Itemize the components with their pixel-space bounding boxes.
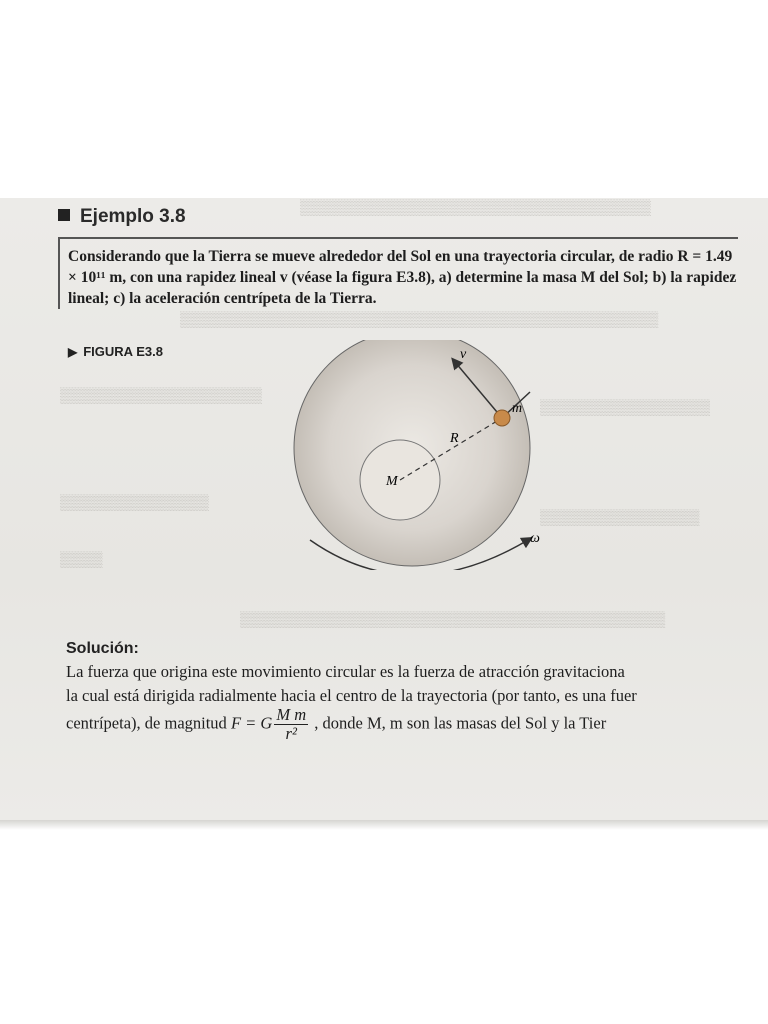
example-heading — [58, 206, 186, 228]
formula-denominator: r² — [285, 724, 297, 743]
planet-mass-label: m — [512, 401, 523, 416]
solution-text — [66, 660, 766, 708]
figure-label — [68, 344, 163, 359]
bleed-through-text: ▒▒▒▒▒▒▒▒▒▒▒▒▒▒ — [60, 495, 209, 511]
bleed-through-text: ▒▒▒▒ — [60, 552, 103, 568]
page-edge-shadow — [0, 820, 768, 830]
problem-text: Considerando que la Tierra se mueve alrededor del Sol en una trayectoria circular, de radio R = 1.49 × 10¹¹ m, con una rapidez lineal v (véase la figura E3.8), a) determine la masa M del Sol; b) la rapidez lineal; c) la aceleración centrípeta de la Tierra. — [68, 248, 737, 307]
orbit-figure — [280, 340, 580, 570]
velocity-label: v — [460, 347, 467, 362]
bleed-through-text: ▒▒▒▒▒▒▒▒▒▒▒▒▒▒▒▒ — [540, 400, 711, 416]
solution-line-3-post: , donde M, m son las masas del Sol y la Tier — [314, 713, 607, 733]
orbit-diagram — [280, 340, 580, 570]
figure-label-text: FIGURA E3.8 — [83, 344, 163, 359]
solution-line-3-pre: centrípeta), de magnitud — [66, 713, 227, 733]
radius-label: R — [450, 431, 459, 446]
solution-line-2: la cual está dirigida radialmente hacia el centro de la trayectoria (por tanto, es una fuer — [66, 686, 637, 705]
solution-line-3 — [66, 706, 606, 743]
triangle-bullet-icon: ▶ — [68, 345, 78, 359]
bleed-through-text: ▒▒▒▒▒▒▒▒▒▒▒▒▒▒▒▒▒▒▒▒▒▒▒▒▒▒▒▒▒▒▒▒▒▒▒▒▒▒▒▒▒▒▒▒▒ — [180, 312, 659, 328]
bleed-through-text: ▒▒▒▒▒▒▒▒▒▒▒▒▒▒▒▒▒▒▒▒▒▒▒▒▒▒▒▒▒▒▒▒▒ — [300, 200, 651, 216]
planet-dot — [494, 410, 510, 426]
formula-numerator: M m — [276, 705, 307, 724]
omega-label: ω — [530, 531, 540, 546]
bleed-through-text: ▒▒▒▒▒▒▒▒▒▒▒▒▒▒▒▒▒▒▒▒▒▒▒▒▒▒▒▒▒▒▒▒▒▒▒▒▒▒▒▒ — [240, 612, 666, 628]
solution-title: Solución: — [66, 640, 139, 657]
problem-statement — [68, 246, 740, 309]
solution-line-1: La fuerza que origina este movimiento circular es la fuerza de atracción gravitaciona — [66, 662, 625, 681]
example-title: Ejemplo 3.8 — [80, 206, 186, 227]
formula-fraction — [274, 706, 308, 743]
heading-bullet-icon — [58, 209, 70, 221]
sun-mass-label: M — [386, 474, 398, 489]
formula-lhs: F = G — [230, 713, 273, 733]
bleed-through-text: ▒▒▒▒▒▒▒▒▒▒▒▒▒▒▒ — [540, 510, 700, 526]
problem-left-rule — [58, 237, 60, 309]
heading-rule — [58, 237, 738, 239]
bleed-through-text: ▒▒▒▒▒▒▒▒▒▒▒▒▒▒▒▒▒▒▒ — [60, 388, 262, 404]
